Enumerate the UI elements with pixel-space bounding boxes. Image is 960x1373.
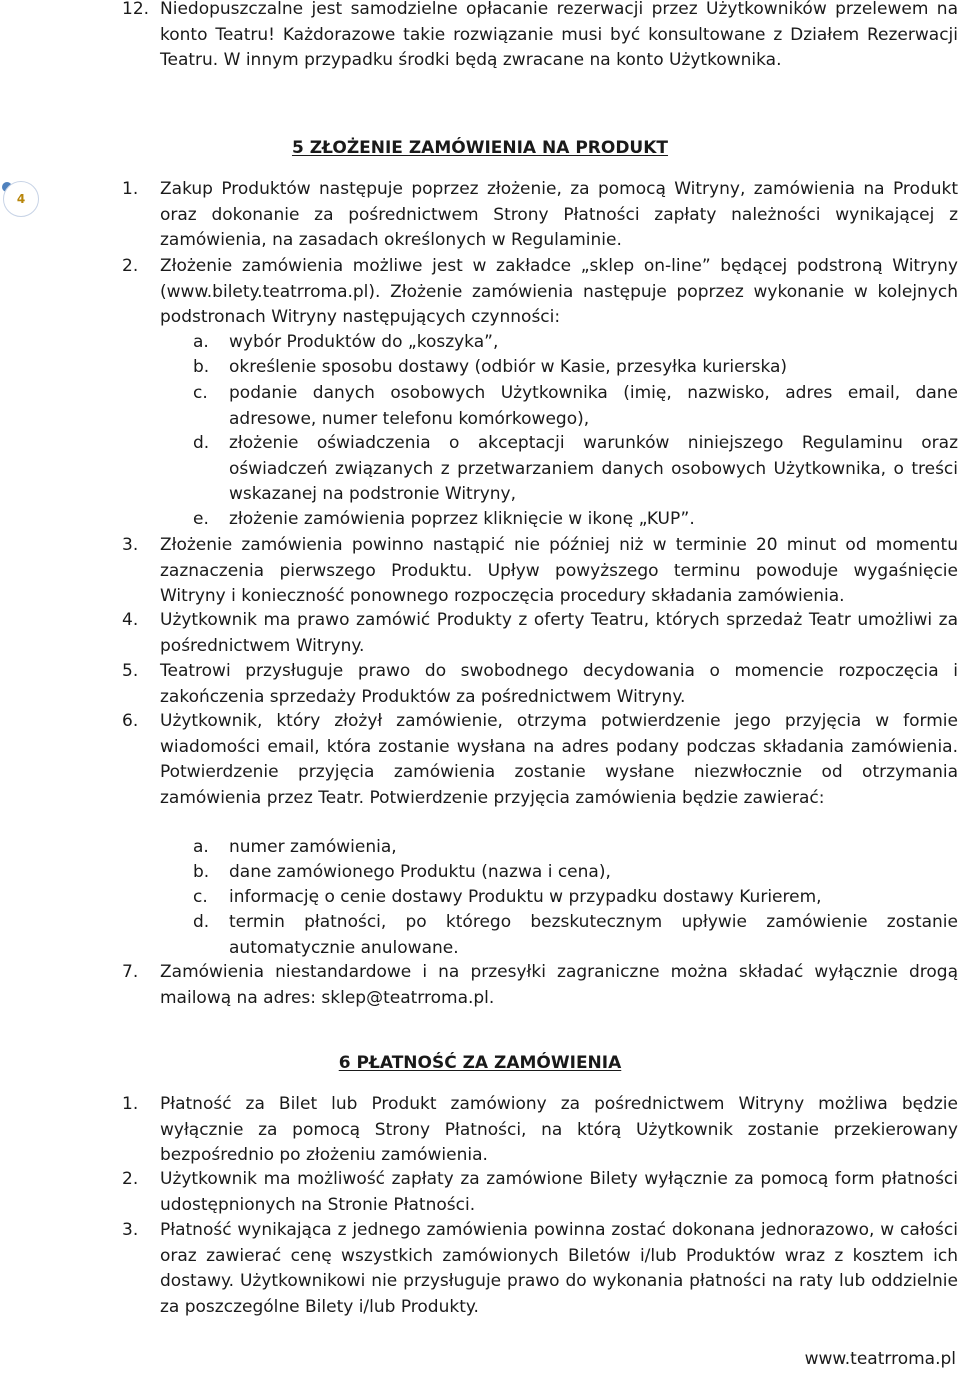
- section-6-heading: [0, 1053, 960, 1073]
- sub-item-text: informację o cenie dostawy Produktu w przypadku dostawy Kurierem,: [229, 887, 822, 907]
- list-item: [122, 1218, 958, 1320]
- section-5-heading: [0, 138, 960, 158]
- sub-item-text: termin płatności, po którego bezskutecznym upływie zamówienie zostanie automatycznie anulowane.: [229, 912, 958, 958]
- list-item: [122, 1167, 958, 1218]
- sub-item-letter: c.: [193, 383, 208, 403]
- list-item: [122, 177, 958, 254]
- item-text: Użytkownik ma możliwość zapłaty za zamówione Bilety wyłącznie za pomocą form płatności udostępnionych na Stronie Płatności.: [160, 1169, 958, 1215]
- item-number: 4.: [122, 610, 139, 630]
- item-text: Użytkownik, który złożył zamówienie, otrzyma potwierdzenie jego przyjęcia w formie wiadomości email, która zostanie wysłana na adres podany podczas składania zamówienia. Potwierdzenie przyjęcia zamówienia zostanie wysłane niezwłocznie od otrzymania zamówienia przez Teatr. Potwierdzenie przyjęcia zamówienia będzie zawierać:: [160, 711, 958, 808]
- sub-list-item: [193, 330, 958, 356]
- list-item: [122, 709, 958, 811]
- item-number: 6.: [122, 711, 139, 731]
- page-number-badge: 4: [3, 181, 39, 217]
- item-number: 1.: [122, 179, 139, 199]
- item-text: Złożenie zamówienia możliwe jest w zakładce „sklep on-line” będącej podstroną Witryny (www.bilety.teatrroma.pl). Złożenie zamówienia następuje poprzez wykonanie w kolejnych podstronach Witryny następujących czynności:: [160, 256, 958, 327]
- item-text: Zamówienia niestandardowe i na przesyłki zagraniczne można składać wyłącznie drogą mailową na adres: sklep@teatrroma.pl.: [160, 962, 958, 1008]
- sub-list-item: [193, 355, 958, 381]
- sub-item-letter: b.: [193, 862, 210, 882]
- sub-item-text: złożenie oświadczenia o akceptacji warunków niniejszego Regulaminu oraz oświadczeń związanych z przetwarzaniem danych osobowych Użytkownika, o treści wskazanej na podstronie Witryny,: [229, 433, 958, 504]
- item-text: Płatność za Bilet lub Produkt zamówiony za pośrednictwem Witryny możliwa będzie wyłącznie za pomocą Strony Płatności, na którą Użytkownik zostanie przekierowany bezpośrednio po złożeniu zamówienia.: [160, 1094, 958, 1165]
- sub-list-item: [193, 507, 958, 533]
- sub-item-letter: c.: [193, 887, 208, 907]
- sub-item-text: numer zamówienia,: [229, 837, 397, 857]
- item-number: 7.: [122, 962, 139, 982]
- sub-list-item: [193, 835, 958, 861]
- sub-list-item: [193, 885, 958, 911]
- item-text: Użytkownik ma prawo zamówić Produkty z oferty Teatru, których sprzedaż Teatr umożliwi za pośrednictwem Witryny.: [160, 610, 958, 656]
- item-number: 3.: [122, 1220, 139, 1240]
- item-text: Zakup Produktów następuje poprzez złożenie, za pomocą Witryny, zamówienia na Produkt oraz dokonanie za pośrednictwem Strony Płatności zapłaty należności wynikającej z zamówienia, na zasadach określonych w Regulaminie.: [160, 179, 958, 250]
- item-text: Teatrowi przysługuje prawo do swobodnego decydowania o momencie rozpoczęcia i zakończenia sprzedaży Produktów za pośrednictwem Witryny.: [160, 661, 958, 707]
- sub-item-text: podanie danych osobowych Użytkownika (imię, nazwisko, adres email, dane adresowe, numer telefonu komórkowego),: [229, 383, 958, 429]
- item-number: 1.: [122, 1094, 139, 1114]
- sub-item-text: złożenie zamówienia poprzez kliknięcie w ikonę „KUP”.: [229, 509, 695, 529]
- sub-list-item: [193, 431, 958, 508]
- list-item: [122, 960, 958, 1011]
- item-number: 2.: [122, 1169, 139, 1189]
- list-item: [122, 608, 958, 659]
- list-item-12: [122, 0, 958, 74]
- item-number: 12.: [122, 0, 150, 19]
- list-item: [122, 254, 958, 331]
- item-number: 3.: [122, 535, 139, 555]
- item-text: Niedopuszczalne jest samodzielne opłacanie rezerwacji przez Użytkowników przelewem na konto Teatru! Każdorazowe takie rozwiązanie musi być konsultowane z Działem Rezerwacji Teatru. W innym przypadku środki będą zwracane na konto Użytkownika.: [160, 0, 958, 70]
- section-5-heading-text: 5 ZŁOŻENIE ZAMÓWIENIA NA PRODUKT: [291, 138, 669, 158]
- sub-list-item: [193, 910, 958, 961]
- sub-item-text: dane zamówionego Produktu (nazwa i cena),: [229, 862, 611, 882]
- item-number: 5.: [122, 661, 139, 681]
- sub-item-text: określenie sposobu dostawy (odbiór w Kasie, przesyłka kurierska): [229, 357, 788, 377]
- list-item: [122, 1092, 958, 1169]
- sub-item-text: wybór Produktów do „koszyka”,: [229, 332, 499, 352]
- sub-item-letter: e.: [193, 509, 209, 529]
- item-text: Płatność wynikająca z jednego zamówienia powinna zostać dokonana jednorazowo, w całości oraz zawierać cenę wszystkich zamówionych Biletów i/lub Produktów wraz z kosztem ich dostawy. Użytkownikowi nie przysługuje prawo do wykonania płatności na raty lub oddzielnie za poszczególne Bilety i/lub Produkty.: [160, 1220, 958, 1317]
- list-item: [122, 659, 958, 710]
- list-item: [122, 533, 958, 610]
- sub-item-letter: a.: [193, 837, 209, 857]
- footer-url: www.teatrroma.pl: [804, 1349, 956, 1369]
- sub-list-item: [193, 381, 958, 432]
- sub-item-letter: b.: [193, 357, 210, 377]
- item-text: Złożenie zamówienia powinno nastąpić nie później niż w terminie 20 minut od momentu zaznaczenia pierwszego Produktu. Upływ powyższego terminu powoduje wygaśnięcie Witryny i konieczność ponownego rozpoczęcia procedury składania zamówienia.: [160, 535, 958, 606]
- sub-list-item: [193, 860, 958, 886]
- item-number: 2.: [122, 256, 139, 276]
- sub-item-letter: d.: [193, 433, 210, 453]
- section-6-heading-text: 6 PŁATNOŚĆ ZA ZAMÓWIENIA: [338, 1053, 622, 1073]
- sub-item-letter: d.: [193, 912, 210, 932]
- sub-item-letter: a.: [193, 332, 209, 352]
